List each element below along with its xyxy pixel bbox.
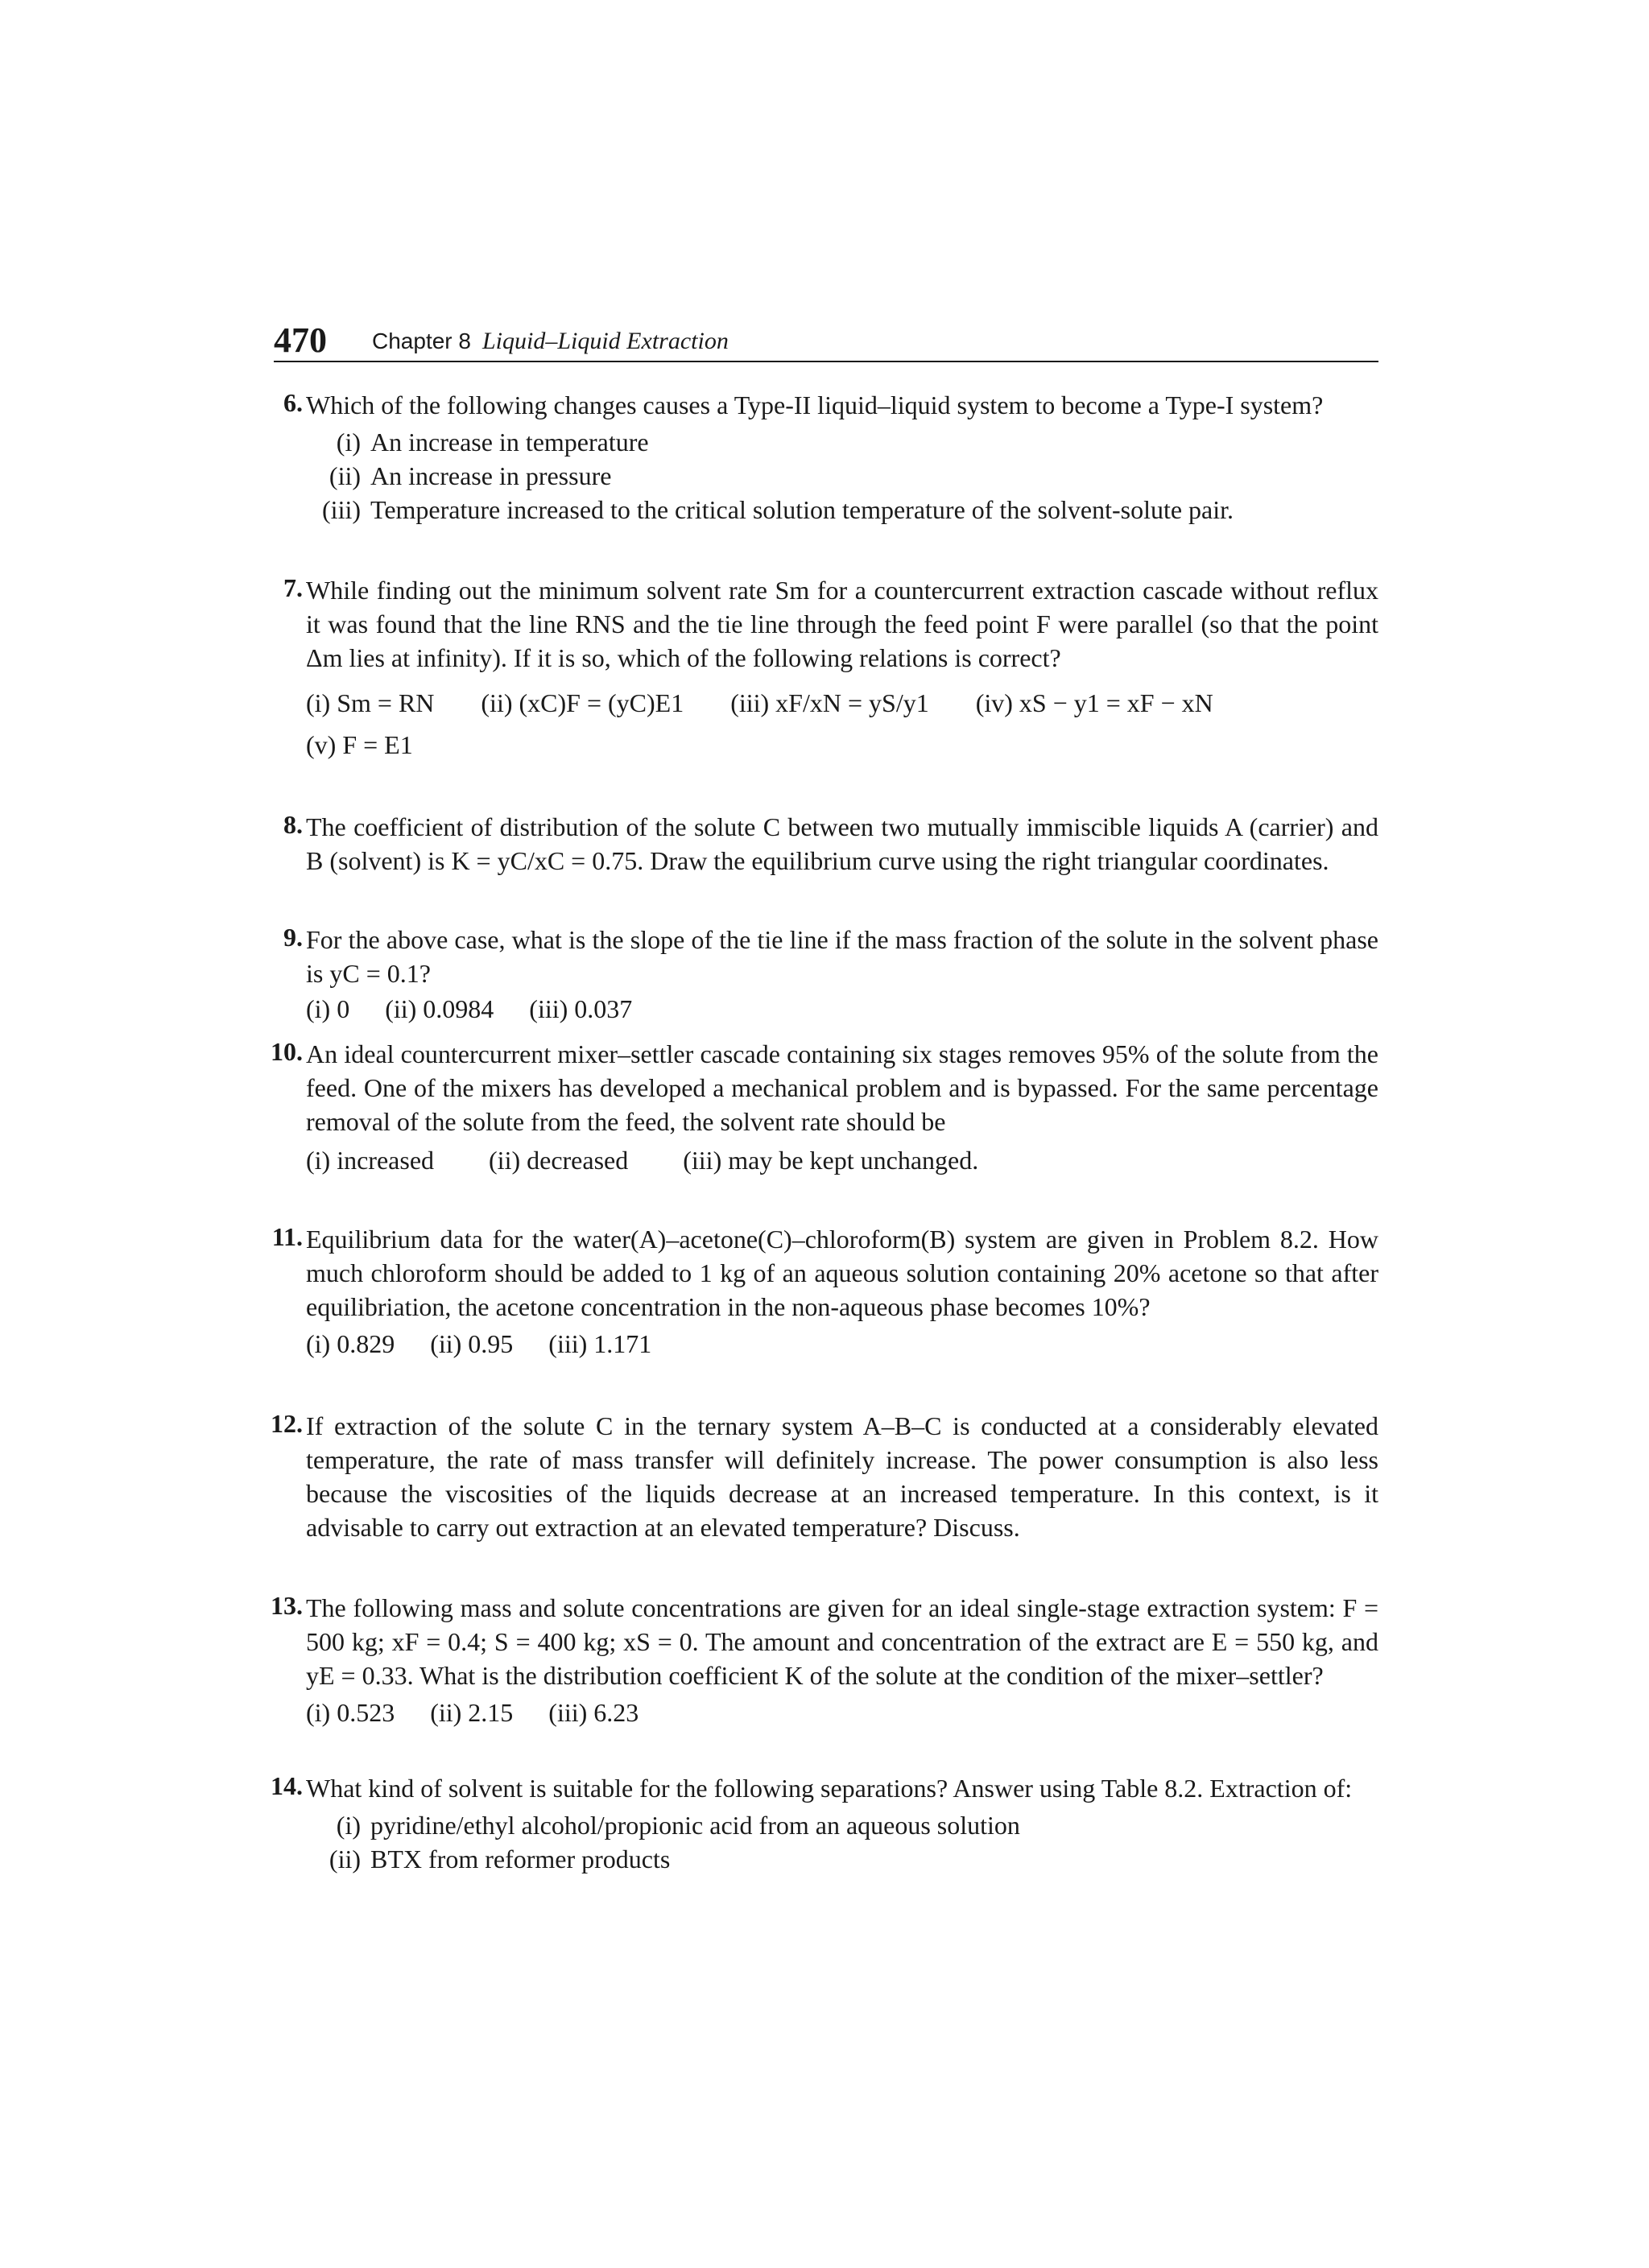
option <box>306 728 413 762</box>
option <box>306 1808 1378 1842</box>
question-number: 14. <box>271 1771 303 1800</box>
option-text: decreased <box>527 1146 629 1175</box>
question-8 <box>283 810 1378 878</box>
question-text: The coefficient of distribution of the solute C between two mutually immiscible liquids A (carrier) and B (solvent) is K = yC/xC = 0.75. Draw the equilibrium curve using the right triangular coordinates. <box>306 812 1378 875</box>
option-label: (ii) <box>481 688 513 717</box>
option-label: (ii) <box>489 1146 521 1175</box>
option-row <box>306 1327 1378 1361</box>
option <box>306 1842 1378 1876</box>
option-label: (i) <box>306 1698 331 1727</box>
option-text: 0.95 <box>468 1329 514 1358</box>
option-label: (iii) <box>683 1146 722 1175</box>
question-text: If extraction of the solute C in the ternary system A–B–C is conducted at a considerably elevated temperature, the rate of mass transfer will definitely increase. The power consumption is also less because the viscosities of the liquids decrease at an increased temperature. In this context, is it advisable to carry out extraction at an elevated temperature? Discuss. <box>306 1411 1378 1542</box>
option-label: (v) <box>306 730 337 759</box>
option-label: (i) <box>306 1146 331 1175</box>
option-list <box>306 425 1378 527</box>
question-text: For the above case, what is the slope of the tie line if the mass fraction of the solute in the solvent phase is yC = 0.1? <box>306 925 1378 988</box>
option-label: (i) <box>336 1811 361 1840</box>
option-text: F = E1 <box>342 730 413 759</box>
question-text: An ideal countercurrent mixer–settler cascade containing six stages removes 95% of the solute from the feed. One of the mixers has developed a mechanical problem and is bypassed. For the same percentage removal of the solute from the feed, the solvent rate should be <box>306 1039 1378 1136</box>
option-list <box>306 992 1378 1026</box>
option <box>306 459 1378 493</box>
option <box>306 992 349 1026</box>
option-text: may be kept unchanged. <box>728 1146 979 1175</box>
option-text: xF/xN = yS/y1 <box>775 688 929 717</box>
option-label: (ii) <box>329 1845 361 1873</box>
option <box>306 1327 395 1361</box>
chapter-heading <box>372 327 729 356</box>
option <box>683 1143 978 1177</box>
option-label: (i) <box>306 1329 331 1358</box>
option-label: (ii) <box>430 1698 462 1727</box>
option-text: 0.829 <box>337 1329 395 1358</box>
option-text: 6.23 <box>593 1698 639 1727</box>
option-text: 0.523 <box>337 1698 395 1727</box>
option-label: (ii) <box>385 994 417 1023</box>
option-text: 1.171 <box>593 1329 652 1358</box>
option-text: Sm = RN <box>337 688 435 717</box>
option-list <box>306 686 1378 762</box>
question-text: While finding out the minimum solvent rate Sm for a countercurrent extraction cascade without reflux it was found that the line RNS and the tie line through the feed point F were parallel (so that the point Δm lies at infinity). If it is so, which of the following relations is correct? <box>306 576 1378 672</box>
option-text: Temperature increased to the critical solution temperature of the solvent-solute pair. <box>370 495 1234 524</box>
option-text: increased <box>337 1146 435 1175</box>
question-number: 13. <box>271 1591 303 1620</box>
option <box>430 1696 513 1729</box>
question-12 <box>271 1409 1378 1544</box>
option-list <box>306 1143 1378 1177</box>
option-label: (i) <box>306 688 331 717</box>
option <box>976 686 1213 720</box>
question-text: Which of the following changes causes a Type-II liquid–liquid system to become a Type-I system? <box>306 390 1324 419</box>
option <box>385 992 494 1026</box>
question-text: The following mass and solute concentrations are given for an ideal single-stage extraction system: F = 500 kg; xF = 0.4; S = 400 kg; xS = 0. The amount and concentration of the extract are E = 550 kg, and yE = 0.33. What is the distribution coefficient K of the solute at the condition of the mixer–settler? <box>306 1593 1378 1690</box>
option-label: (i) <box>306 994 331 1023</box>
option <box>306 1696 395 1729</box>
question-11 <box>271 1222 1378 1361</box>
option <box>548 1696 639 1729</box>
option-row <box>306 686 1378 720</box>
option-text: BTX from reformer products <box>370 1845 671 1873</box>
option-label: (iv) <box>975 688 1013 717</box>
question-13 <box>271 1591 1378 1729</box>
option-row <box>306 1696 1378 1729</box>
option-text: pyridine/ethyl alcohol/propionic acid from an aqueous solution <box>370 1811 1020 1840</box>
option-label: (ii) <box>329 461 361 490</box>
option-label: (iii) <box>322 495 361 524</box>
option <box>430 1327 513 1361</box>
question-6 <box>283 388 1378 527</box>
option-label: (ii) <box>430 1329 462 1358</box>
option-row <box>306 1143 1378 1177</box>
option <box>306 1143 434 1177</box>
question-14 <box>271 1771 1378 1876</box>
option-label: (iii) <box>548 1698 588 1727</box>
option-label: (iii) <box>529 994 568 1023</box>
question-number: 7. <box>283 573 303 602</box>
question-number: 11. <box>271 1222 303 1251</box>
option-text: 0 <box>337 994 350 1023</box>
option-row <box>306 992 1378 1026</box>
option <box>548 1327 651 1361</box>
chapter-title: Liquid–Liquid Extraction <box>481 328 729 354</box>
question-number: 10. <box>271 1037 303 1066</box>
option <box>306 425 1378 459</box>
chapter-label: Chapter 8 <box>372 328 471 353</box>
question-text: What kind of solvent is suitable for the following separations? Answer using Table 8.2. Extraction of: <box>306 1774 1353 1803</box>
question-text: Equilibrium data for the water(A)–acetone(C)–chloroform(B) system are given in Problem 8.2. How much chloroform should be added to 1 kg of an aqueous solution containing 20% acetone so that after equilibriation, the acetone concentration in the non-aqueous phase becomes 10%? <box>306 1225 1378 1321</box>
option <box>306 686 434 720</box>
option-row <box>306 728 1378 762</box>
page-number: 470 <box>274 320 327 360</box>
option-text: xS − y1 = xF − xN <box>1019 688 1213 717</box>
option-text: 2.15 <box>468 1698 514 1727</box>
option-text: (xC)F = (yC)E1 <box>519 688 684 717</box>
question-number: 6. <box>283 388 303 417</box>
option <box>489 1143 628 1177</box>
question-9 <box>283 923 1378 1026</box>
option <box>529 992 632 1026</box>
option-label: (iii) <box>548 1329 588 1358</box>
question-number: 9. <box>283 923 303 952</box>
option-label: (iii) <box>730 688 770 717</box>
question-number: 8. <box>283 810 303 839</box>
question-number: 12. <box>271 1409 303 1438</box>
option <box>730 686 929 720</box>
option <box>306 493 1378 527</box>
option-list <box>306 1327 1378 1361</box>
option-text: An increase in pressure <box>370 461 612 490</box>
question-7 <box>283 573 1378 762</box>
option-list <box>306 1808 1378 1876</box>
option <box>481 686 684 720</box>
option-list <box>306 1696 1378 1729</box>
option-text: 0.0984 <box>423 994 494 1023</box>
question-10 <box>271 1037 1378 1177</box>
option-text: An increase in temperature <box>370 428 649 456</box>
header-rule <box>274 361 1378 362</box>
option-label: (i) <box>336 428 361 456</box>
option-text: 0.037 <box>574 994 633 1023</box>
running-header <box>274 320 1377 361</box>
